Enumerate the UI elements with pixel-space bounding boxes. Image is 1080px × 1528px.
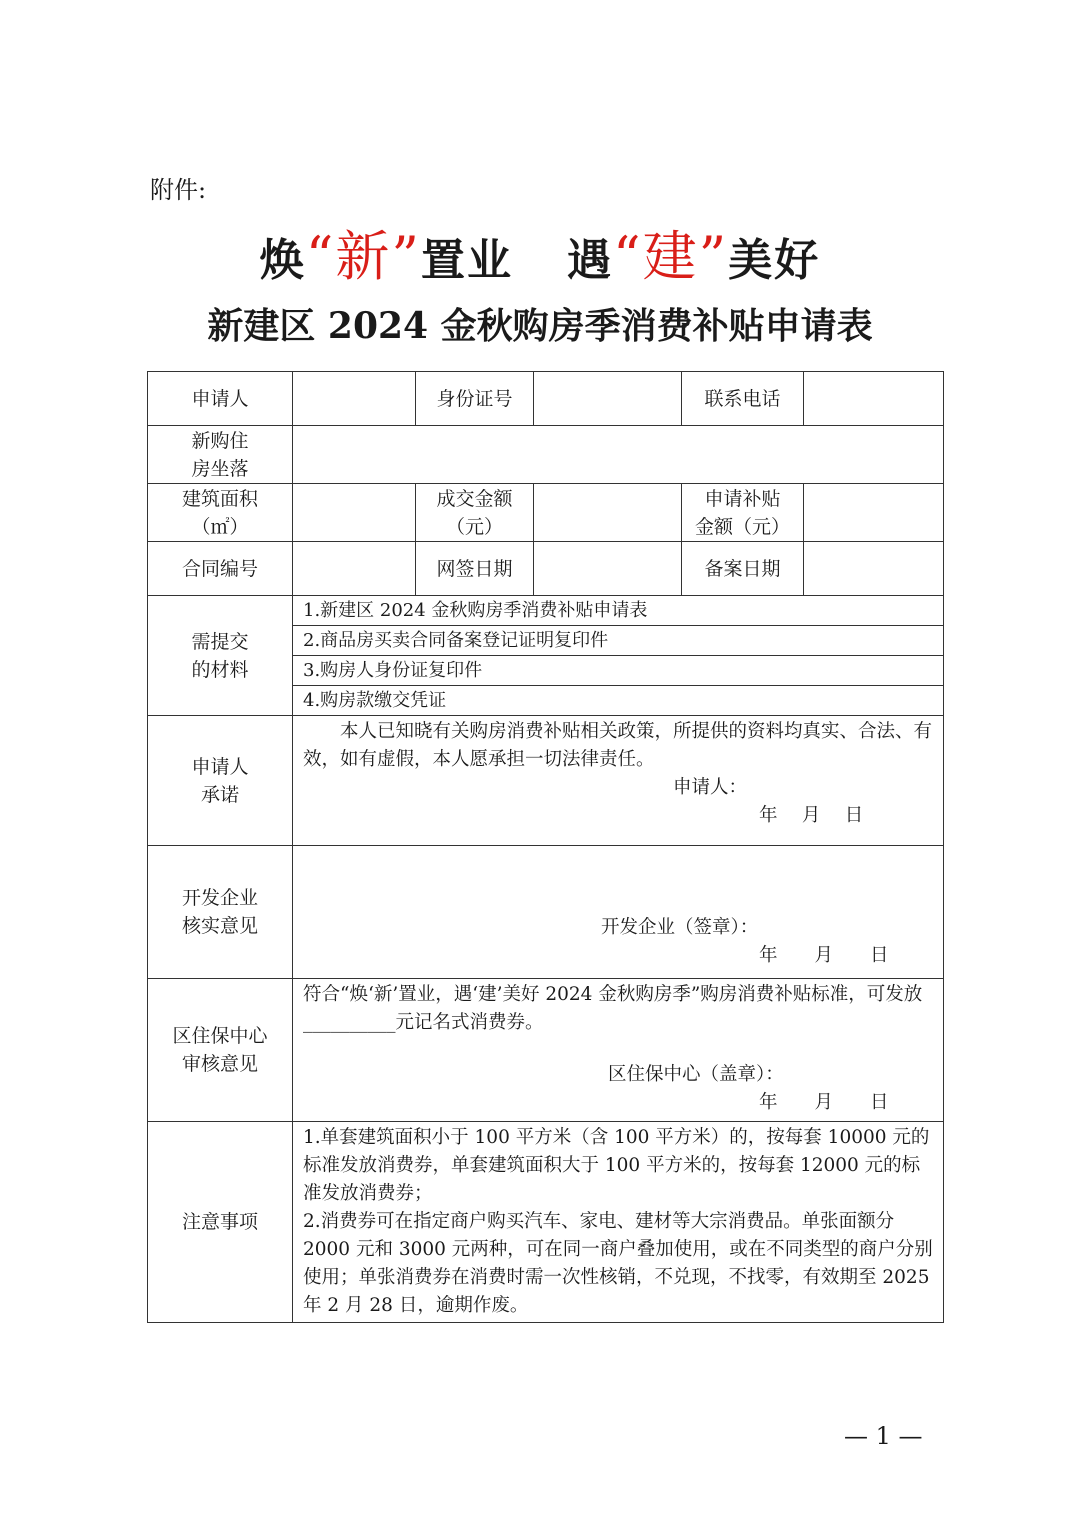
developer-label [148, 846, 293, 979]
record-date-label: 备案日期 [682, 542, 804, 596]
amount-field[interactable] [534, 484, 682, 542]
title-text: 置业 [421, 235, 513, 286]
applicant-label: 申请人 [148, 372, 293, 426]
amount-blank[interactable]: __________ [303, 1012, 396, 1033]
pledge-label-line: 申请人 [191, 755, 249, 778]
amount-label-line: （元） [445, 515, 503, 538]
area-label [148, 484, 293, 542]
sign-date-label: 网签日期 [416, 542, 534, 596]
page-number: — 1 — [844, 1422, 923, 1450]
developer-date: 年 月 日 [759, 945, 889, 966]
area-field[interactable] [293, 484, 416, 542]
area-label-line: 建筑面积 [181, 487, 258, 510]
sign-date-field[interactable] [534, 542, 682, 596]
material-item: 3.购房人身份证复印件 [293, 656, 944, 686]
note-item: 1.单套建筑面积小于 100 平方米（含 100 平方米）的，按每套 10000 元的标准发放消费券，单套建筑面积大于 100 平方米的，按每套 12000 元的标准发放消费券； [303, 1127, 930, 1204]
id-number-field[interactable] [534, 372, 682, 426]
center-content [293, 979, 944, 1122]
material-item: 1.新建区 2024 金秋购房季消费补贴申请表 [293, 596, 944, 626]
title-text: 焕 [259, 235, 306, 286]
center-label-line: 区住保中心 [172, 1025, 268, 1047]
location-label [148, 426, 293, 484]
page-title-line1 [0, 214, 1080, 291]
center-text-part: 符合“焕‘新’置业，遇‘建’美好 2024 金秋购房季”购房消费补贴标准，可发放 [303, 984, 923, 1005]
title-red-text: “新” [305, 225, 421, 288]
amount-label [416, 484, 534, 542]
page-title-line2: 新建区 2024 金秋购房季消费补贴申请表 [207, 305, 873, 347]
id-number-label: 身份证号 [416, 372, 534, 426]
developer-label-line: 开发企业 [181, 887, 258, 909]
subsidy-label-line: 金额（元） [694, 515, 790, 538]
notes-label: 注意事项 [148, 1122, 293, 1323]
materials-label-line: 的材料 [191, 658, 249, 681]
attachment-label: 附件: [150, 176, 207, 204]
subsidy-label-line: 申请补贴 [704, 487, 781, 510]
pledge-text: 本人已知晓有关购房消费补贴相关政策，所提供的资料均真实、合法、有效，如有虚假，本人愿承担一切法律责任。 [303, 721, 933, 770]
note-item: 2.消费券可在指定商户购买汽车、家电、建材等大宗消费品。单张面额分 2000 元和 3000 元两种，可在同一商户叠加使用，或在不同类型的商户分别使用；单张消费券在消费时需一次性核销，不兑现，不找零，有效期至 2025 年 2 月 28 日，逾期作废。 [303, 1211, 933, 1316]
record-date-field[interactable] [804, 542, 944, 596]
title-text: 遇 [567, 235, 613, 286]
location-label-line: 新购住 [191, 429, 249, 452]
contract-no-label: 合同编号 [148, 542, 293, 596]
applicant-field[interactable] [293, 372, 416, 426]
material-item: 2.商品房买卖合同备案登记证明复印件 [293, 626, 944, 656]
materials-label-line: 需提交 [191, 630, 249, 653]
subsidy-label [682, 484, 804, 542]
pledge-label [148, 716, 293, 846]
location-label-line: 房坐落 [191, 457, 249, 480]
title-red-text: “建” [613, 225, 729, 288]
subsidy-field[interactable] [804, 484, 944, 542]
notes-content [293, 1122, 944, 1323]
center-label-line: 审核意见 [181, 1053, 258, 1075]
amount-label-line: 成交金额 [436, 487, 513, 510]
material-item: 4.购房款缴交凭证 [293, 686, 944, 716]
location-field[interactable] [293, 426, 944, 484]
center-text-part: 元记名式消费券。 [395, 1012, 544, 1033]
application-form [147, 371, 944, 1323]
center-date: 年 月 日 [759, 1092, 889, 1113]
center-signer: 区住保中心（盖章）： [608, 1064, 784, 1085]
contract-no-field[interactable] [293, 542, 416, 596]
pledge-signer: 申请人： [673, 777, 748, 798]
center-label [148, 979, 293, 1122]
area-label-line: （㎡） [191, 515, 249, 538]
center-text [303, 981, 933, 1037]
developer-content[interactable] [293, 846, 944, 979]
pledge-date: 年 月 日 [759, 805, 864, 826]
phone-label: 联系电话 [682, 372, 804, 426]
title-text: 美好 [728, 235, 821, 286]
developer-signer: 开发企业（签章）： [601, 917, 759, 938]
pledge-label-line: 承诺 [200, 783, 239, 806]
pledge-content [293, 716, 944, 846]
developer-label-line: 核实意见 [181, 915, 258, 937]
materials-label [148, 596, 293, 716]
phone-field[interactable] [804, 372, 944, 426]
